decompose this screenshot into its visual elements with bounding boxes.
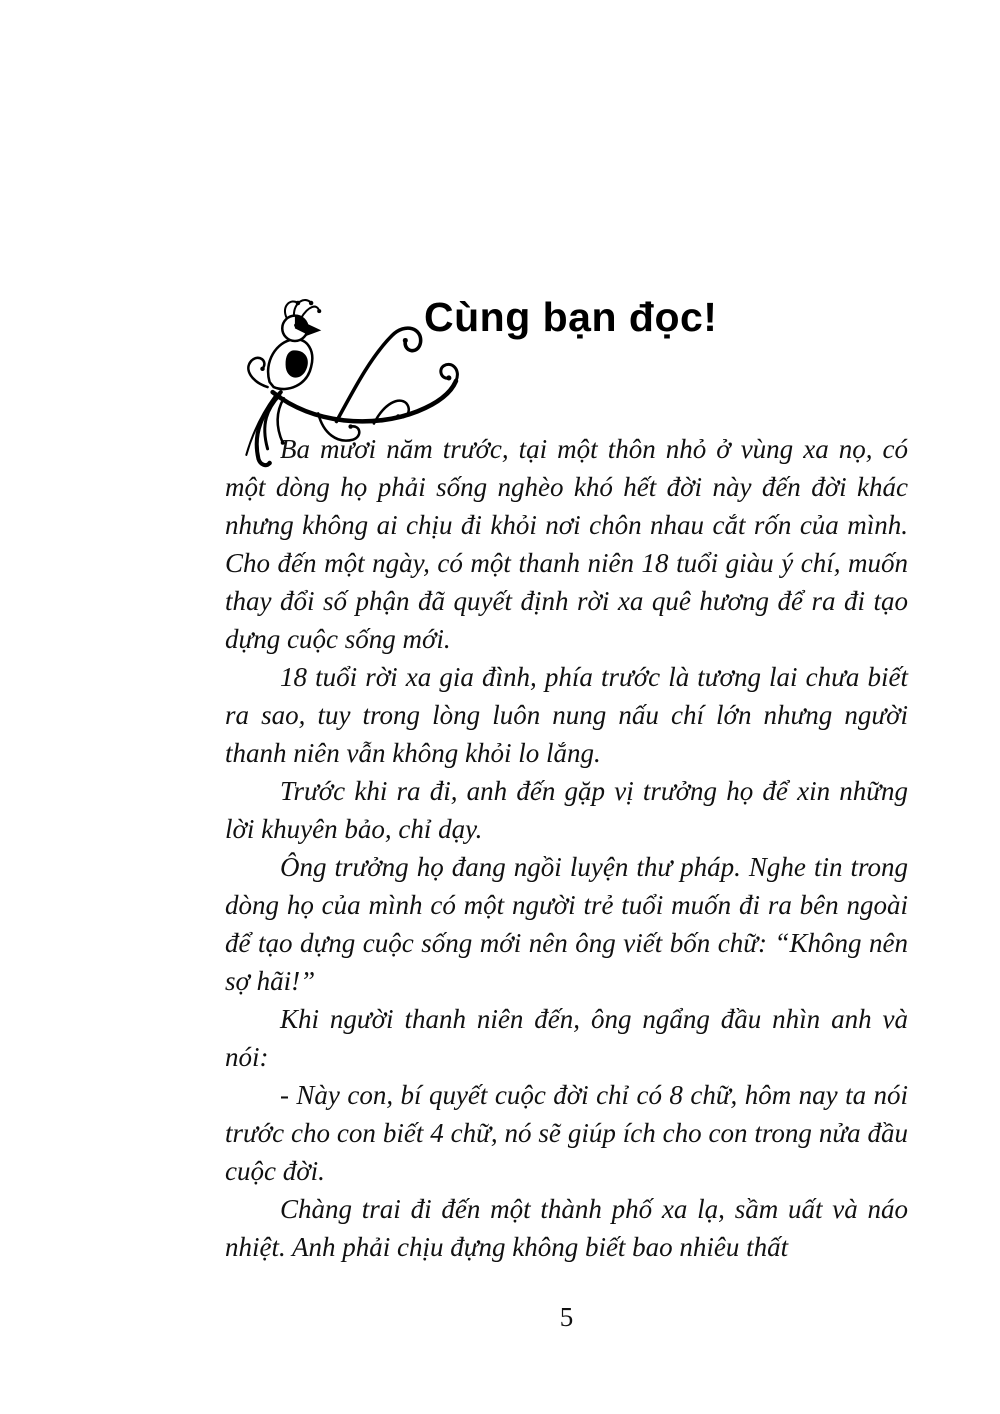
page-title: Cùng bạn đọc! — [424, 294, 718, 340]
body-text — [225, 430, 908, 1266]
paragraph-3: Trước khi ra đi, anh đến gặp vị trưởng họ để xin những lời khuyên bảo, chỉ dạy. — [225, 776, 908, 844]
paragraph-5: Khi người thanh niên đến, ông ngẩng đầu nhìn anh và nói: — [225, 1004, 908, 1072]
paragraph-1: Ba mươi năm trước, tại một thôn nhỏ ở vùng xa nọ, có một dòng họ phải sống nghèo khó hết đời này đến đời khác nhưng không ai chịu đi khỏi nơi chôn nhau cắt rốn của mình. Cho đến một ngày, có một thanh niên 18 tuổi giàu ý chí, muốn thay đổi số phận đã quyết định rời xa quê hương để ra đi tạo dựng cuộc sống mới. — [225, 434, 908, 654]
paragraph-6: - Này con, bí quyết cuộc đời chỉ có 8 chữ, hôm nay ta nói trước cho con biết 4 chữ, nó sẽ giúp ích cho con trong nửa đầu cuộc đời. — [225, 1080, 908, 1186]
paragraph-7: Chàng trai đi đến một thành phố xa lạ, sầm uất và náo nhiệt. Anh phải chịu đựng không biết bao nhiêu thất — [225, 1194, 908, 1262]
page-number: 5 — [559, 1302, 574, 1332]
paragraph-2: 18 tuổi rời xa gia đình, phía trước là tương lai chưa biết ra sao, tuy trong lòng luôn nung nấu chí lớn nhưng người thanh niên vẫn không khỏi lo lắng. — [225, 662, 908, 768]
paragraph-4: Ông trưởng họ đang ngồi luyện thư pháp. Nghe tin trong dòng họ của mình có một người trẻ tuổi muốn đi ra bên ngoài để tạo dựng cuộc sống mới nên ông viết bốn chữ: “Không nên sợ hãi!” — [225, 852, 908, 996]
